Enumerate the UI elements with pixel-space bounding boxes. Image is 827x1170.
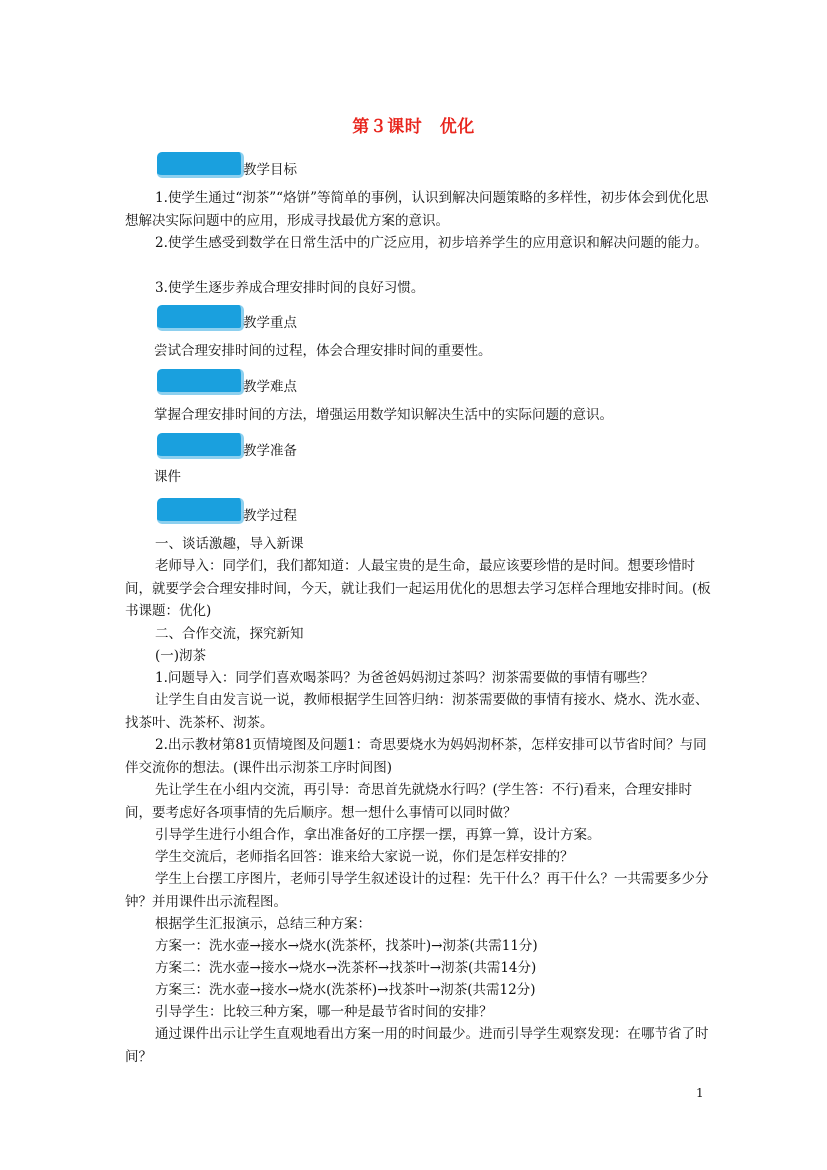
section-label: 教学重点	[243, 315, 297, 331]
process-paragraph: 引导学生进行小组合作，拿出准备好的工序摆一摆，再算一算，设计方案。	[155, 827, 601, 843]
section-badge	[157, 305, 244, 331]
difficulties-text: 掌握合理安排时间的方法，增强运用数学知识解决生活中的实际问题的意识。	[154, 407, 613, 423]
goal-3: 3.使学生逐步养成合理安排时间的良好习惯。	[155, 280, 425, 296]
process-paragraph: 学生交流后，老师指名回答：谁来给大家说一说，你们是怎样安排的？	[155, 849, 574, 865]
process-heading-1: 一、谈话激趣，导入新课	[155, 536, 304, 552]
key-points-text: 尝试合理安排时间的过程，体会合理安排时间的重要性。	[154, 343, 492, 359]
process-paragraph: 通过课件出示让学生直观地看出方案一用的时间最少。进而引导学生观察发现：在哪节省了时间？	[125, 1026, 709, 1065]
section-label: 教学难点	[243, 379, 297, 395]
section-label: 教学准备	[243, 443, 297, 459]
section-badge	[157, 152, 244, 178]
process-subheading: (一)沏茶	[155, 648, 207, 664]
page-number: 1	[696, 1086, 704, 1100]
section-label: 教学目标	[243, 162, 297, 178]
process-heading-2: 二、合作交流，探究新知	[155, 626, 304, 642]
preparation-text: 课件	[154, 469, 181, 485]
section-label: 教学过程	[243, 508, 297, 524]
section-badge	[157, 369, 244, 395]
page-title: 第３课时 优化	[352, 117, 475, 137]
process-paragraph: 让学生自由发言说一说，教师根据学生回答归纳：沏茶需要做的事情有接水、烧水、洗水壶、找茶叶、洗茶杯、沏茶。	[125, 692, 709, 731]
process-paragraph: 老师导入：同学们，我们都知道：人最宝贵的是生命，最应该要珍惜的是时间。想要珍惜时间，就要学会合理安排时间，今天，就让我们一起运用优化的思想去学习怎样合理地安排时间。(板书课题：优化)	[125, 558, 711, 620]
process-paragraph: 1.问题导入：同学们喜欢喝茶吗？为爸爸妈妈沏过茶吗？沏茶需要做的事情有哪些？	[155, 670, 654, 686]
goal-1: 1.使学生通过“沏茶”“烙饼”等简单的事例，认识到解决问题策略的多样性，初步体会到优化思想解决实际问题中的应用，形成寻找最优方案的意识。	[125, 190, 709, 229]
process-paragraph: 先让学生在小组内交流，再引导：奇思首先就烧水行吗？(学生答：不行)看来，合理安排时间，要考虑好各项事情的先后顺序。想一想什么事情可以同时做？	[125, 782, 693, 821]
section-badge	[157, 498, 244, 524]
process-paragraph: 学生上台摆工序图片，老师引导学生叙述设计的过程：先干什么？再干什么？一共需要多少分钟？并用课件出示流程图。	[125, 871, 709, 910]
process-paragraph: 根据学生汇报演示，总结三种方案：	[155, 916, 371, 932]
goal-2: 2.使学生感受到数学在日常生活中的广泛应用，初步培养学生的应用意识和解决问题的能力。	[155, 235, 708, 251]
section-badge	[157, 433, 244, 459]
plan-two: 方案二：洗水壶→接水→烧水→洗茶杯→找茶叶→沏茶(共需14分)	[155, 960, 537, 976]
plan-three: 方案三：洗水壶→接水→烧水(洗茶杯)→找茶叶→沏茶(共需12分)	[155, 982, 536, 998]
process-paragraph: 引导学生：比较三种方案，哪一种是最节省时间的安排？	[155, 1004, 493, 1020]
process-paragraph: 2.出示教材第81页情境图及问题1：奇思要烧水为妈妈沏杯茶，怎样安排可以节省时间？与同伴交流你的想法。(课件出示沏茶工序时间图)	[125, 737, 707, 776]
plan-one: 方案一：洗水壶→接水→烧水(洗茶杯，找茶叶)→沏茶(共需11分)	[155, 938, 538, 954]
